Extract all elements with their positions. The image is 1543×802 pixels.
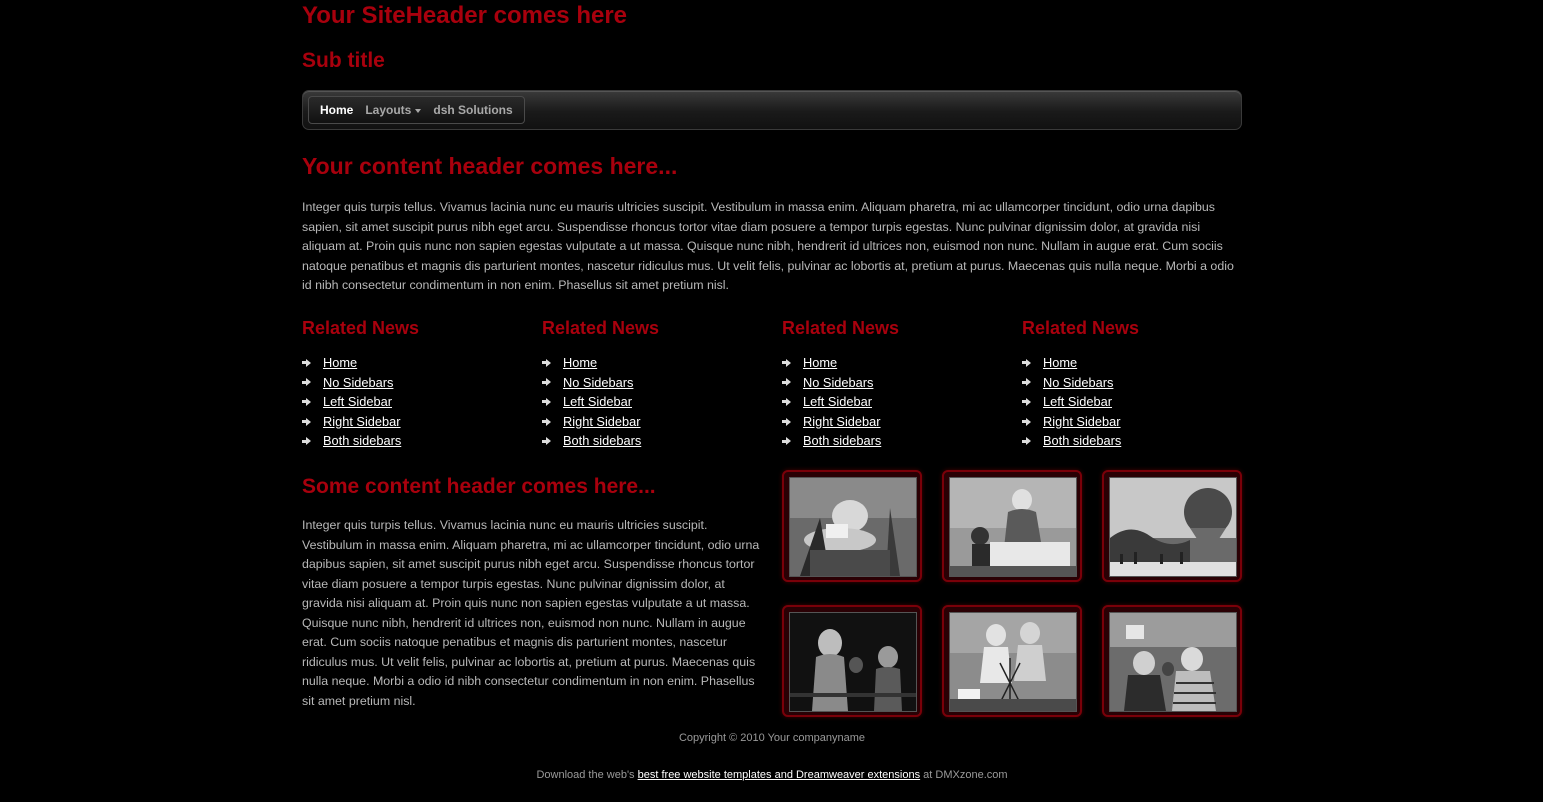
download-text [302, 769, 1242, 781]
arrow-right-icon [786, 359, 791, 367]
list-item [542, 392, 767, 412]
link-right-sidebar[interactable]: Right Sidebar [1043, 413, 1121, 429]
link-home[interactable]: Home [1043, 355, 1078, 370]
arrow-right-icon [546, 418, 551, 426]
list-item [542, 373, 767, 393]
related-news-title: Related News [1022, 318, 1140, 338]
photo-gallery [782, 470, 1242, 720]
arrow-right-icon [306, 398, 311, 406]
list-item [782, 412, 1007, 432]
caret-down-icon [415, 109, 421, 113]
list-item [542, 431, 767, 451]
gallery-thumb-balloon[interactable] [1102, 470, 1242, 582]
related-news-title: Related News [782, 318, 900, 338]
related-news-list [542, 353, 767, 451]
photo-baby-with-cake [789, 477, 917, 577]
link-no-sidebars[interactable]: No Sidebars [1043, 374, 1114, 390]
link-both-sidebars[interactable]: Both sidebars [1043, 433, 1122, 449]
list-item [782, 431, 1007, 451]
photo-children-dark-room [789, 612, 917, 712]
related-news-list [782, 353, 1007, 451]
list-item [542, 412, 767, 432]
nav-menu [308, 96, 525, 124]
link-right-sidebar[interactable]: Right Sidebar [563, 413, 641, 429]
list-item [782, 373, 1007, 393]
arrow-right-icon [786, 398, 791, 406]
photo-boys-laughing [1109, 612, 1237, 712]
arrow-right-icon [786, 378, 791, 386]
link-left-sidebar[interactable]: Left Sidebar [563, 394, 633, 410]
link-home[interactable]: Home [323, 355, 358, 370]
arrow-right-icon [306, 437, 311, 445]
list-item [1022, 431, 1247, 451]
list-item [302, 431, 527, 451]
link-both-sidebars[interactable]: Both sidebars [803, 433, 882, 449]
templates-link[interactable]: best free website templates and Dreamweaver extensions [637, 769, 921, 781]
link-left-sidebar[interactable]: Left Sidebar [1043, 394, 1113, 410]
link-right-sidebar[interactable]: Right Sidebar [803, 413, 881, 429]
arrow-right-icon [306, 378, 311, 386]
list-item [1022, 392, 1247, 412]
secondary-header: Some content header comes here... [302, 475, 656, 498]
arrow-right-icon [306, 359, 311, 367]
copyright-text: Copyright © 2010 Your companyname [678, 732, 866, 744]
arrow-right-icon [546, 398, 551, 406]
link-left-sidebar[interactable]: Left Sidebar [323, 394, 393, 410]
list-item [1022, 373, 1247, 393]
link-right-sidebar[interactable]: Right Sidebar [323, 413, 401, 429]
gallery-thumb-grandmother[interactable] [942, 470, 1082, 582]
download-prefix: Download the web's [536, 769, 638, 781]
sub-title: Sub title [302, 49, 385, 72]
arrow-right-icon [1026, 398, 1031, 406]
list-item [542, 353, 767, 373]
photo-boys-building-toy [949, 612, 1077, 712]
gallery-thumb-boys-building[interactable] [942, 605, 1082, 717]
download-suffix: at DMXzone.com [920, 769, 1008, 781]
list-item [1022, 412, 1247, 432]
related-news-list [1022, 353, 1247, 451]
arrow-right-icon [786, 437, 791, 445]
arrow-right-icon [1026, 378, 1031, 386]
list-item [302, 353, 527, 373]
related-news-column-4 [1022, 318, 1247, 451]
arrow-right-icon [1026, 418, 1031, 426]
photo-grandmother-child [949, 477, 1077, 577]
related-news-column-3 [782, 318, 1007, 451]
site-header: Your SiteHeader comes here [302, 2, 628, 29]
photo-hot-air-balloon [1109, 477, 1237, 577]
related-news-title: Related News [302, 318, 420, 338]
related-news-list [302, 353, 527, 451]
nav-item-home[interactable]: Home [320, 103, 354, 117]
arrow-right-icon [1026, 437, 1031, 445]
gallery-thumb-boys-laughing[interactable] [1102, 605, 1242, 717]
link-no-sidebars[interactable]: No Sidebars [323, 374, 394, 390]
related-news-column-1 [302, 318, 527, 451]
content-header: Your content header comes here... [302, 153, 678, 179]
arrow-right-icon [306, 418, 311, 426]
gallery-thumb-baby-cake[interactable] [782, 470, 922, 582]
intro-paragraph: Integer quis turpis tellus. Vivamus lacinia nunc eu mauris ultricies suscipit. Vestibulum in massa enim. Aliquam pharetra, mi ac ullamcorper tincidunt, odio urna dapibus sapien, sit amet suscipit purus nibh eget arcu. Suspendisse rhoncus tortor vitae diam posuere a tempor turpis egestas. Nunc pulvinar dignissim dolor, at gravida nisi aliquam at. Proin quis nunc non sapien egestas vulputate a ut massa. Quisque nunc nibh, hendrerit id ultrices non, euismod non nunc. Nullam in augue erat. Cum sociis natoque penatibus et magnis dis parturient montes, nascetur ridiculus mus. Ut velit felis, pulvinar ac lobortis at, pretium at purus. Maecenas quis nulla neque. Morbi a odio id nibh consectetur condimentum in non enim. Phasellus sit amet pretium nisl. [302, 200, 1234, 293]
arrow-right-icon [786, 418, 791, 426]
list-item [782, 392, 1007, 412]
link-home[interactable]: Home [563, 355, 598, 370]
link-left-sidebar[interactable]: Left Sidebar [803, 394, 873, 410]
link-no-sidebars[interactable]: No Sidebars [803, 374, 874, 390]
list-item [782, 353, 1007, 373]
list-item [1022, 353, 1247, 373]
nav-item-dsh-solutions[interactable]: dsh Solutions [433, 103, 513, 117]
related-news-column-2 [542, 318, 767, 451]
navbar [302, 90, 1242, 130]
link-no-sidebars[interactable]: No Sidebars [563, 374, 634, 390]
list-item [302, 392, 527, 412]
arrow-right-icon [546, 437, 551, 445]
gallery-thumb-kids-dark[interactable] [782, 605, 922, 717]
related-news-title: Related News [542, 318, 660, 338]
list-item [302, 373, 527, 393]
arrow-right-icon [546, 359, 551, 367]
arrow-right-icon [1026, 359, 1031, 367]
secondary-paragraph: Integer quis turpis tellus. Vivamus lacinia nunc eu mauris ultricies suscipit. Vestibulum in massa enim. Aliquam pharetra, mi ac ullamcorper tincidunt, odio urna dapibus sapien, sit amet suscipit purus nibh eget arcu. Suspendisse rhoncus tortor vitae diam posuere a tempor turpis egestas. Nunc pulvinar dignissim dolor, at gravida nisi aliquam at. Proin quis nunc non sapien egestas vulputate a ut massa. Quisque nunc nibh, hendrerit id ultrices non, euismod non nunc. Nullam in augue erat. Cum sociis natoque penatibus et magnis dis parturient montes, nascetur ridiculus mus. Ut velit felis, pulvinar ac lobortis at, pretium at purus. Maecenas quis nulla neque. Morbi a odio id nibh consectetur condimentum in non enim. Phasellus sit amet pretium nisl. [302, 518, 760, 708]
list-item [302, 412, 527, 432]
arrow-right-icon [546, 378, 551, 386]
link-both-sidebars[interactable]: Both sidebars [323, 433, 402, 449]
nav-item-layouts-label: Layouts [365, 103, 412, 117]
link-home[interactable]: Home [803, 355, 838, 370]
link-both-sidebars[interactable]: Both sidebars [563, 433, 642, 449]
nav-item-layouts[interactable] [359, 103, 427, 117]
